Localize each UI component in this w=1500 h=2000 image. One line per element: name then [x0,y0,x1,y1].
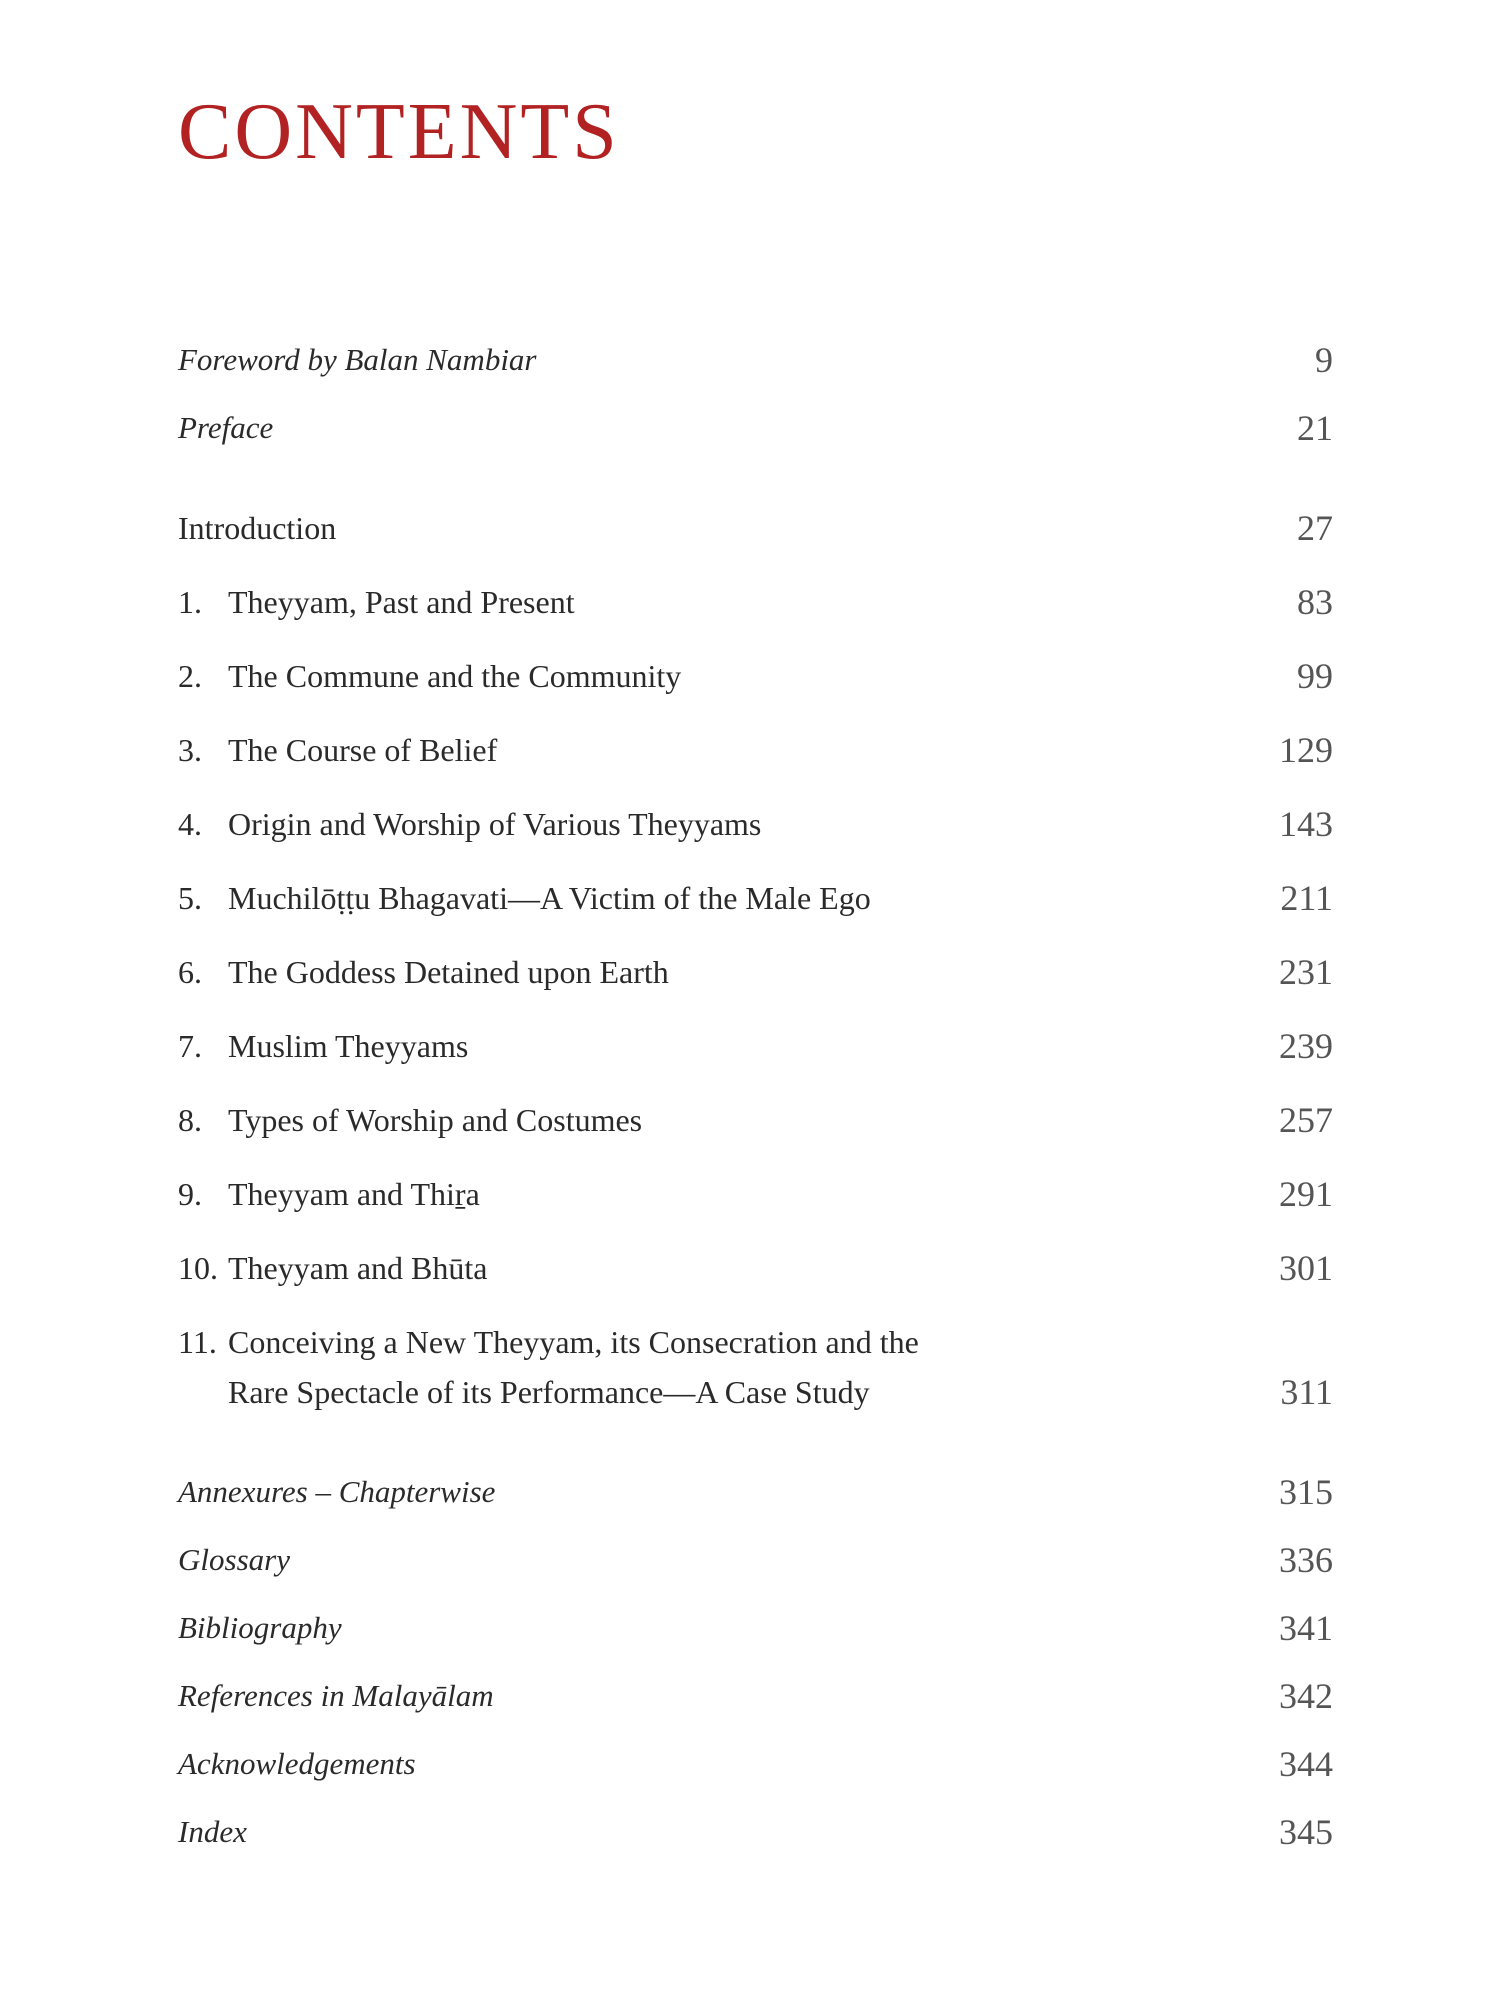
toc-page-number: 342 [1279,1676,1333,1716]
chapter-title: Types of Worship and Costumes [228,1102,643,1138]
toc-entry-label: Index [178,1814,247,1849]
chapter-number: 1. [178,584,202,620]
toc-entry-chapter-4[interactable] [178,799,1333,849]
toc-page-number: 27 [1297,508,1333,548]
toc-page-number: 311 [1280,1372,1333,1412]
toc-page-number: 9 [1315,340,1333,380]
toc-page-number: 257 [1279,1100,1333,1140]
chapter-title: Theyyam, Past and Present [228,584,575,620]
toc-page-number: 99 [1297,656,1333,696]
toc-entry-label: References in Malayālam [178,1678,494,1713]
chapter-title-line-2: Rare Spectacle of its Performance—A Case Study [228,1374,870,1410]
toc-page-number: 336 [1279,1540,1333,1580]
chapter-number: 4. [178,806,202,842]
toc-entry-label [178,577,575,627]
chapter-title: The Commune and the Community [228,658,682,694]
toc-entry-acknowledgements[interactable] [178,1739,1333,1789]
toc-page-number: 344 [1279,1744,1333,1784]
toc-entry-chapter-7[interactable] [178,1021,1333,1071]
chapter-title: Muchilōṭṭu Bhagavati—A Victim of the Male Ego [228,880,871,916]
chapter-number: 8. [178,1102,202,1138]
toc-entry-label: Bibliography [178,1610,342,1645]
toc-entry-label: Acknowledgements [178,1746,416,1781]
toc-entry-label [178,725,497,775]
toc-page-number: 291 [1279,1174,1333,1214]
toc-page-number: 301 [1279,1248,1333,1288]
toc-entry-label: Annexures – Chapterwise [178,1474,496,1509]
toc-page-number: 345 [1279,1812,1333,1852]
toc-entry-preface[interactable] [178,403,1333,453]
toc-entry-label: Foreword by Balan Nambiar [178,342,537,377]
toc-entry-label [178,1021,468,1071]
toc-page-number: 83 [1297,582,1333,622]
page-title: CONTENTS [178,88,620,176]
chapter-title: The Goddess Detained upon Earth [228,954,669,990]
toc-entry-chapter-9[interactable] [178,1169,1333,1219]
toc-entry-label: Glossary [178,1542,290,1577]
toc-entry-chapter-2[interactable] [178,651,1333,701]
toc-entry-chapter-3[interactable] [178,725,1333,775]
chapter-title: Theyyam and Bhūta [228,1250,488,1286]
toc-entry-chapter-1[interactable] [178,577,1333,627]
toc-page-number: 21 [1297,408,1333,448]
toc-entry-chapter-11[interactable] [178,1317,1333,1417]
toc-page-number: 129 [1279,730,1333,770]
chapter-title: Theyyam and Thiṟa [228,1176,480,1212]
toc-entry-annexures[interactable] [178,1467,1333,1517]
chapter-number: 9. [178,1176,202,1212]
toc-entry-chapter-8[interactable] [178,1095,1333,1145]
toc-entry-label: Introduction [178,510,337,546]
chapter-title: Origin and Worship of Various Theyyams [228,806,762,842]
chapter-number: 2. [178,658,202,694]
chapter-number: 3. [178,732,202,768]
toc-entry-label [178,799,761,849]
chapter-number: 11. [178,1324,217,1360]
toc-page-number: 143 [1279,804,1333,844]
toc-entry-glossary[interactable] [178,1535,1333,1585]
chapter-title: The Course of Belief [228,732,498,768]
toc-entry-label [178,1243,487,1293]
chapter-number: 10. [178,1250,218,1286]
toc-entry-bibliography[interactable] [178,1603,1333,1653]
toc-entry-label [178,1169,480,1219]
chapter-title-line-1: Conceiving a New Theyyam, its Consecration and the [228,1324,919,1360]
toc-entry-index[interactable] [178,1807,1333,1857]
toc-entry-chapter-5[interactable] [178,873,1333,923]
toc-page-number: 211 [1280,878,1333,918]
chapter-number: 6. [178,954,202,990]
toc-entry-chapter-10[interactable] [178,1243,1333,1293]
chapter-number: 5. [178,880,202,916]
toc-entry-label: Preface [178,410,274,445]
toc-entry-label [178,1317,919,1417]
toc-entry-references[interactable] [178,1671,1333,1721]
toc-entry-label [178,947,669,997]
toc-entry-label [178,873,871,923]
toc-page-number: 231 [1279,952,1333,992]
toc-page-number: 341 [1279,1608,1333,1648]
toc-page-number: 315 [1279,1472,1333,1512]
toc-entry-chapter-6[interactable] [178,947,1333,997]
chapter-number: 7. [178,1028,202,1064]
toc-page-number: 239 [1279,1026,1333,1066]
chapter-title: Muslim Theyyams [228,1028,469,1064]
toc-entry-label [178,651,681,701]
toc-entry-label [178,1095,642,1145]
toc-entry-foreword[interactable] [178,335,1333,385]
toc-entry-introduction[interactable] [178,503,1333,553]
